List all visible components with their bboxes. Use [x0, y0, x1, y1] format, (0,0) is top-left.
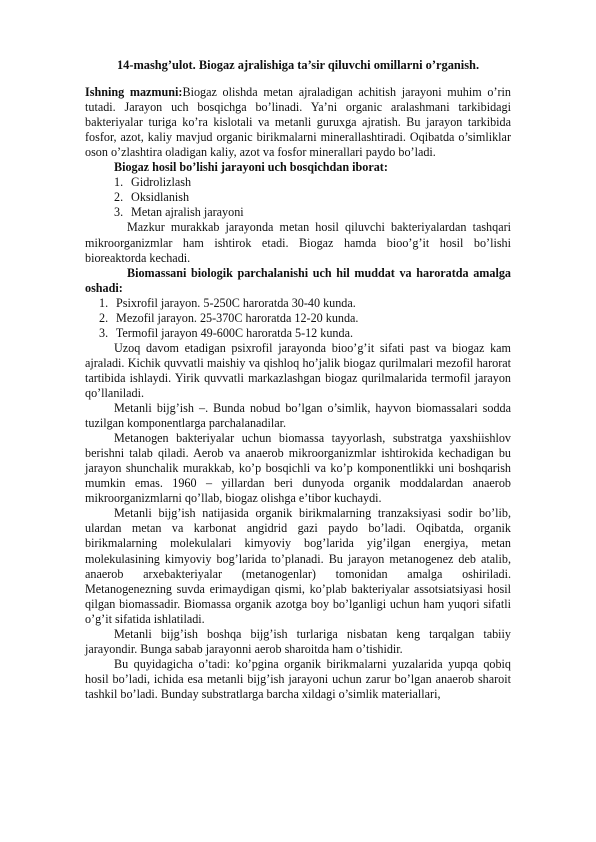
regimes-list	[85, 296, 511, 341]
list-item: 3. Metan ajralish jarayoni	[114, 205, 244, 220]
complex-process-paragraph: Mazkur murakkab jarayonda metan hosil qiluvchi bakteriyalardan tashqari mikroorganizmlar ham ishtirok etadi. Biogaz hamda bioo’g’it hosil bo’lishi bioreaktorda kechadi.	[85, 220, 511, 265]
stages-heading: Biogaz hosil bo’lishi jarayoni uch bosqichdan iborat:	[114, 160, 388, 175]
stages-list	[85, 175, 511, 220]
list-item: 3. Termofil jarayon 49-600C haroratda 5-12 kunda.	[99, 325, 353, 340]
document-page	[85, 58, 511, 702]
body-paragraph: Metanli bijg’ish boshqa bijg’ish turlariga nisbatan keng tarqalgan tabiiy jarayondir. Bunga sabab jarayonni aerob sharoitda ham o’tishidir.	[85, 626, 511, 656]
intro-text: Biogaz olishda metan ajraladigan achitish jarayoni muhim o’rin tutadi. Jarayon uch bosqichga bo’linadi. Ya’ni organic aralashmani tarkibidagi bakteriyalar turiga ko’ra kislotali va metanli guruxga ajratish. Bu jarayon tarkibida fosfor, azot, kaliy mavjud organic birikmalarni minerallashtiradi. Oqibatda o’simliklar oson o’zlashtira oladigan kaliy, azot va fosfor minerallari paydo bo’ladi.	[85, 85, 511, 160]
page-title: 14-mashg’ulot. Biogaz ajralishiga ta’sir qiluvchi omillarni o’rganish.	[116, 58, 480, 72]
list-item: 1. Gidrolizlash	[114, 175, 192, 190]
body-paragraph: Metanli bijg’ish natijasida organik birikmalarning tranzaksiyasi sodir bo’lib, ulardan metan va karbonat angidrid gazi paydo bo’ladi. Oqibatda, organik birikmalarning molekulalari kimyoviy bog’larida yig’ilgan energiya, metan molekulasining kimyoviy bog’larida to’planadi. Bu jarayon metanogenez deb atalib, anaerob arxebakteriyalar (metanogenlar) tomonidan amalga oshiriladi. Metanogenezning suvda erimaydigan qismi, ko’plab bakteriyalar assotsiatsiyasi hosil qilgan biomassadir. Biomassa organik azotga boy bo’lganligi uchun ham yuqori sifatli o’g’it sifatida ishlatiladi.	[85, 506, 511, 626]
list-item: 1. Psixrofil jarayon. 5-250C haroratda 30-40 kunda.	[99, 295, 356, 310]
body-paragraph: Metanli bijg’ish –. Bunda nobud bo’lgan o’simlik, hayvon biomassalari sodda tuzilgan komponentlarga parchalanadilar.	[85, 401, 511, 431]
intro-paragraph	[85, 85, 511, 160]
list-item: 2. Mezofil jarayon. 25-370C haroratda 12-20 kunda.	[99, 310, 359, 325]
list-item: 2. Oksidlanish	[114, 190, 190, 205]
intro-label: Ishning mazmuni:	[85, 85, 183, 100]
body-paragraph: Uzoq davom etadigan psixrofil jarayonda bioo’g’it sifati past va biogaz kam ajraladi. Kichik quvvatli maishiy va qishloq ho’jalik biogaz qurilmalari mezofil harorat tartibida ishlaydi. Yirik quvvatli markazlashgan biogaz qurilmalarida termofil jarayon qo’llaniladi.	[85, 340, 511, 400]
body-paragraph: Bu quyidagicha o’tadi: ko’pgina organik birikmalarni yuzalarida yupqa qobiq hosil bo’ladi, ichida esa metanli bijg’ish jarayoni uchun zarur bo’lgan anaerob sharoit tashkil bo’ladi. Bunday substratlarga barcha xildagi o’simlik materiallari,	[85, 656, 511, 701]
body-paragraph: Metanogen bakteriyalar uchun biomassa tayyorlash, substratga yaxshiishlov berishni talab qiladi. Aerob va anaerob mikroorganizmlar ishtirokida kechadigan bu jarayon shunchalik murakkab, ko’p bosqichli va ko’p komponentlikki uni boshqarish mumkin emas. 1960 – yillardan beri dunyoda organik moddalardan anaerob mikroorganizmlarni qo’llab, biogaz olishga e’tibor kuchaydi.	[85, 431, 511, 506]
regimes-heading: Biomassani biologik parchalanishi uch hil muddat va haroratda amalga oshadi:	[85, 265, 511, 295]
